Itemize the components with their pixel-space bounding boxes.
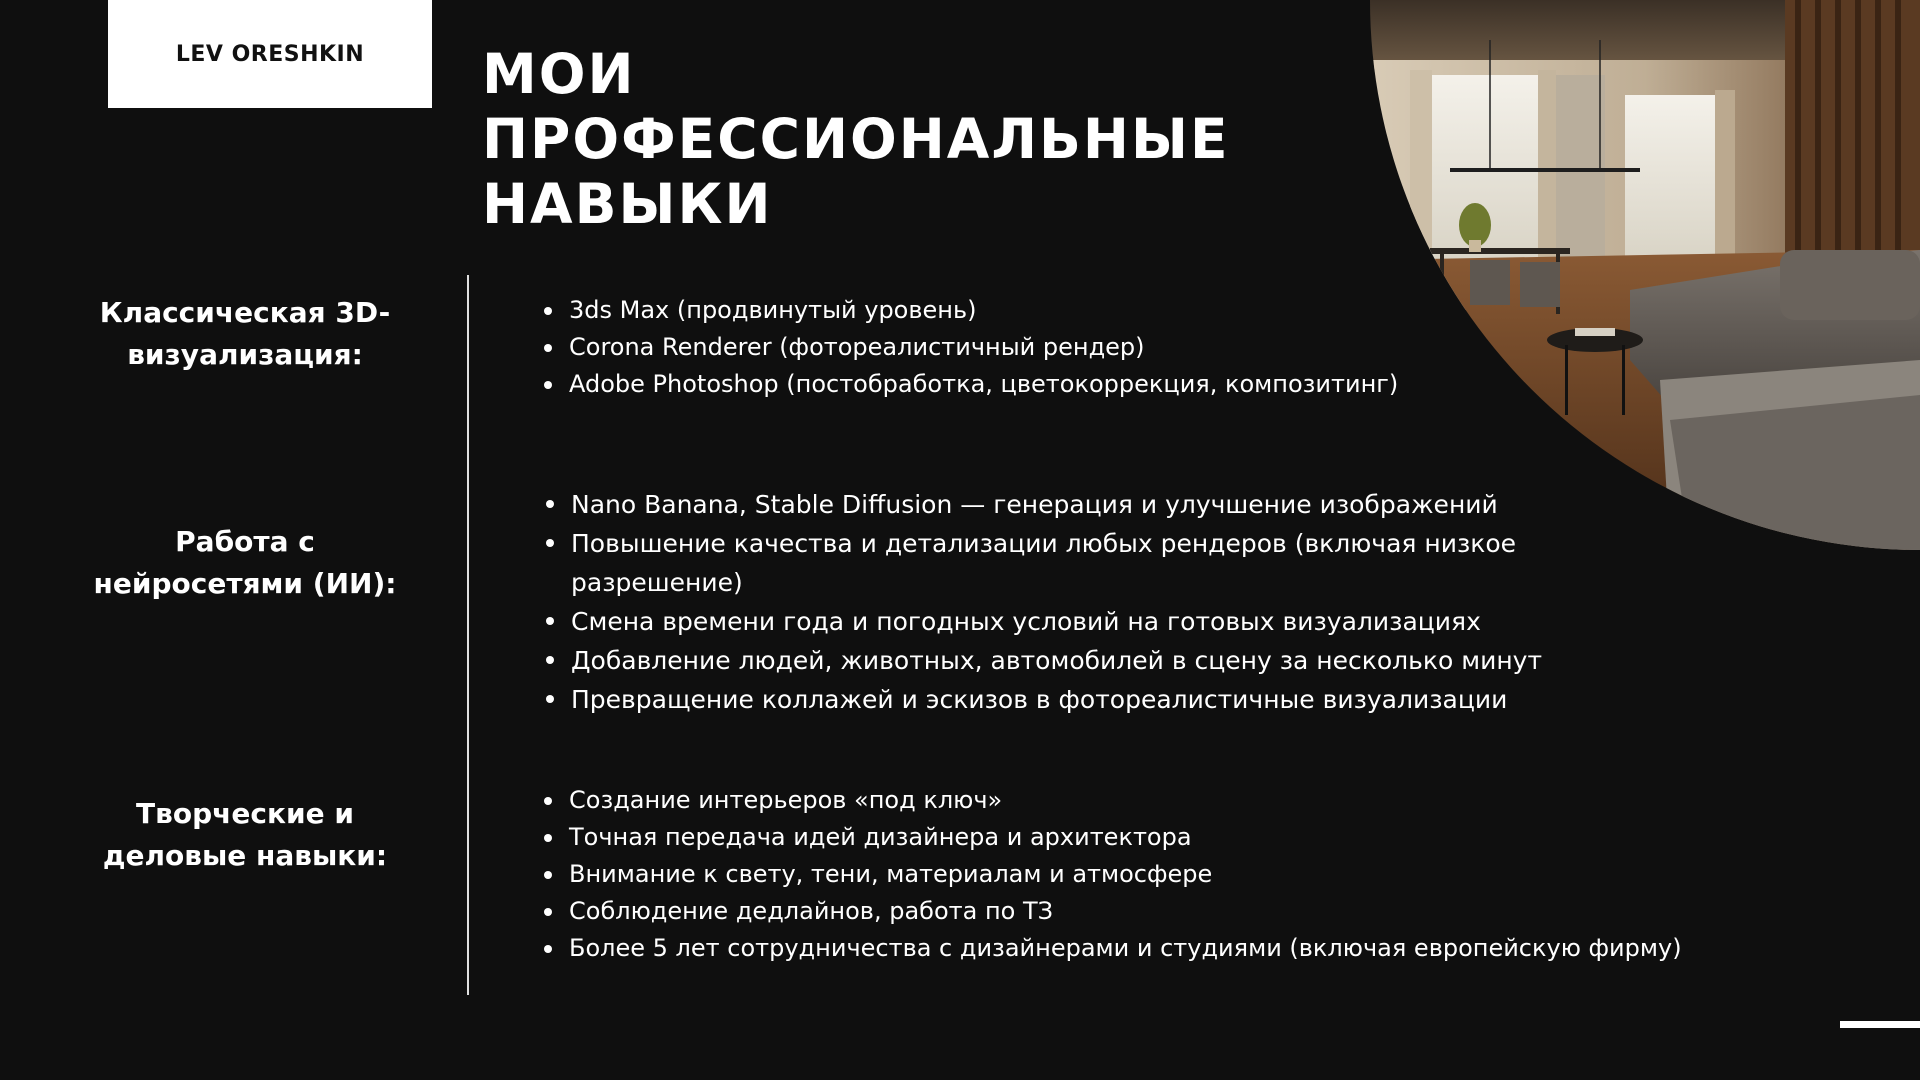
list-item: Соблюдение дедлайнов, работа по ТЗ bbox=[569, 893, 1769, 930]
list-item: Добавление людей, животных, автомобилей в сцену за несколько минут bbox=[571, 641, 1611, 680]
interior-illustration bbox=[1370, 0, 1920, 550]
brand-box bbox=[108, 0, 432, 108]
list-item: Corona Renderer (фотореалистичный рендер) bbox=[569, 329, 1469, 366]
list-item: Создание интерьеров «под ключ» bbox=[569, 782, 1769, 819]
section-label-skills: Творческие и деловые навыки: bbox=[102, 797, 388, 872]
list-item: Повышение качества и детализации любых рендеров (включая низкое разрешение) bbox=[571, 524, 1611, 602]
list-item: 3ds Max (продвинутый уровень) bbox=[569, 292, 1469, 329]
list-item: Внимание к свету, тени, материалам и атмосфере bbox=[569, 856, 1769, 893]
skills-list-creative bbox=[537, 782, 1769, 967]
brand-name: LEV ORESHKIN bbox=[175, 41, 365, 67]
list-item: Nano Banana, Stable Diffusion — генерация и улучшение изображений bbox=[571, 485, 1611, 524]
list-item: Точная передача идей дизайнера и архитектора bbox=[569, 819, 1769, 856]
skills-list-ai bbox=[539, 485, 1611, 719]
list-item: Более 5 лет сотрудничества с дизайнерами и студиями (включая европейскую фирму) bbox=[569, 930, 1769, 967]
list-item: Смена времени года и погодных условий на готовых визуализациях bbox=[571, 602, 1611, 641]
list-item: Превращение коллажей и эскизов в фотореалистичные визуализации bbox=[571, 680, 1611, 719]
interior-photo bbox=[1370, 0, 1920, 550]
vertical-divider bbox=[467, 275, 469, 995]
page-title: МОИ ПРОФЕССИОНАЛЬНЫЕ НАВЫКИ bbox=[482, 42, 1230, 236]
skills-list-3d bbox=[537, 292, 1469, 403]
accent-bar bbox=[1840, 1021, 1920, 1028]
section-label-3d: Классическая 3D-визуализация: bbox=[99, 296, 391, 371]
section-label-ai: Работа с нейросетями (ИИ): bbox=[93, 525, 397, 600]
list-item: Adobe Photoshop (постобработка, цветокоррекция, композитинг) bbox=[569, 366, 1469, 403]
